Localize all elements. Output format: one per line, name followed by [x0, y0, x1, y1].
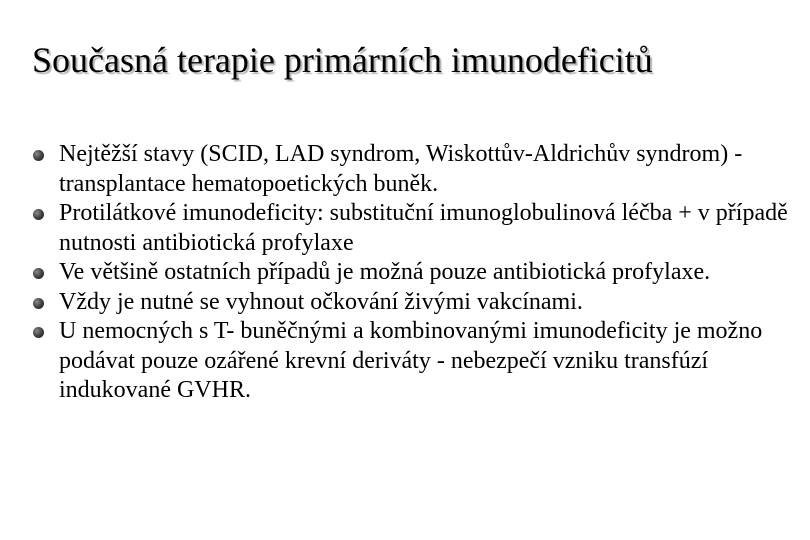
slide-title: Současná terapie primárních imunodeficitů [32, 40, 653, 80]
list-item [0, 199, 789, 258]
bullet-text: Vždy je nutné se vyhnout očkování živými vakcínami. [59, 288, 583, 315]
bullet-list [0, 140, 810, 406]
list-item [0, 258, 789, 288]
bullet-dot-icon [33, 209, 44, 220]
bullet-text: Protilátkové imunodeficity: substituční imunoglobulinová léčba + v případě nutnosti antibiotická profylaxe [59, 200, 788, 256]
bullet-dot-icon [33, 268, 44, 279]
bullet-text: U nemocných s T- buněčnými a kombinovanými imunodeficity je možno podávat pouze ozářené krevní deriváty - nebezpečí vzniku transfúzí indukované GVHR. [59, 318, 763, 403]
list-item [0, 288, 789, 318]
bullet-dot-icon [33, 298, 44, 309]
bullet-dot-icon [33, 327, 44, 338]
bullet-dot-icon [33, 150, 44, 161]
list-item [0, 317, 789, 406]
bullet-text: Ve většině ostatních případů je možná pouze antibiotická profylaxe. [59, 259, 711, 285]
bullet-text: Nejtěžší stavy (SCID, LAD syndrom, Wiskottův-Aldrichův syndrom) - transplantace hematopoetických buněk. [59, 141, 743, 197]
list-item [0, 140, 789, 199]
